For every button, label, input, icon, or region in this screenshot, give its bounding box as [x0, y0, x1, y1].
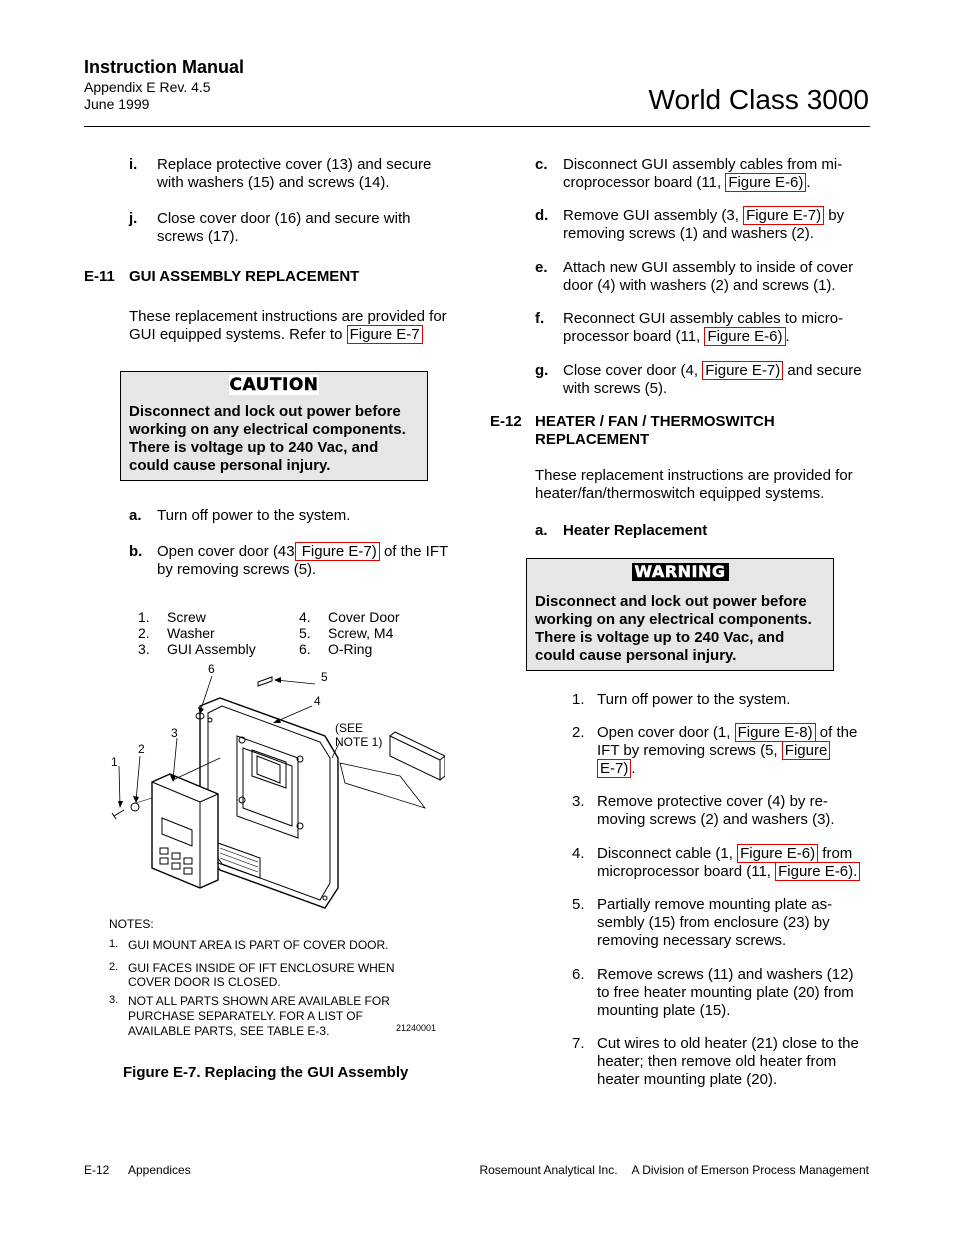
step-text: door (4) with washers (2) and screws (1).: [563, 277, 836, 294]
figure-link[interactable]: Figure E-7: [347, 325, 423, 344]
step-text: to free heater mounting plate (20) from: [597, 984, 854, 1001]
step-label: a.: [129, 507, 142, 524]
step-j: [129, 210, 469, 246]
part-number: 2.: [138, 625, 150, 641]
caution-text: Disconnect and lock out power before: [129, 403, 401, 420]
intro-line: These replacement instructions are provided for: [129, 308, 447, 325]
warning-text: could cause personal injury.: [535, 647, 737, 664]
manual-title: Instruction Manual: [84, 57, 245, 77]
step-i: [129, 156, 469, 192]
step-text: Turn off power to the system.: [597, 691, 791, 708]
step-text: Disconnect GUI assembly cables from mi-: [563, 156, 843, 173]
step-text: screws (17).: [157, 228, 239, 245]
figure-link[interactable]: Figure: [782, 741, 831, 760]
step-text: Partially remove mounting plate as-: [597, 896, 833, 913]
step-text: with washers (15) and screws (14).: [157, 174, 390, 191]
intro-paragraph: [535, 467, 880, 503]
step-label: g.: [535, 362, 549, 379]
step-number: 2.: [572, 724, 585, 741]
step-text: removing necessary screws.: [597, 932, 787, 949]
footer-section: Appendices: [128, 1163, 191, 1177]
step-number: 7.: [572, 1035, 585, 1052]
part-name: O-Ring: [328, 641, 373, 657]
subsection-title: Heater Replacement: [563, 522, 708, 539]
step-text: removing screws (1) and washers (2).: [563, 225, 814, 242]
note-number: 2.: [109, 961, 119, 973]
numbered-step-7: [572, 1035, 872, 1089]
part-name: Washer: [167, 625, 215, 641]
step-label: c.: [535, 156, 548, 173]
intro-line: heater/fan/thermoswitch equipped systems.: [535, 485, 825, 502]
note-number: 1.: [109, 938, 119, 950]
step-label: b.: [129, 543, 143, 560]
step-text: with screws (5).: [563, 380, 668, 397]
caution-text: There is voltage up to 240 Vac, and: [129, 439, 379, 456]
figure-link[interactable]: Figure E-6).: [775, 862, 860, 881]
gui-assembly-drawing: [100, 658, 445, 920]
intro-line: These replacement instructions are provided for: [535, 467, 853, 484]
footer-page-number: E-12: [84, 1163, 110, 1177]
step-text: moving screws (2) and washers (3).: [597, 811, 835, 828]
warning-box: [526, 558, 834, 671]
step-number: 3.: [572, 793, 585, 810]
callout-label: 1: [111, 755, 118, 769]
note-number: 3.: [109, 994, 119, 1006]
warning-heading: WARNING: [632, 563, 729, 581]
step-number: 5.: [572, 896, 585, 913]
section-number-e11: E-11: [84, 268, 115, 285]
parts-list: [138, 609, 438, 659]
figure-link[interactable]: Figure E-7): [295, 542, 380, 561]
section-title-e11: GUI ASSEMBLY REPLACEMENT: [129, 268, 360, 285]
step-text: mounting plate (15).: [597, 1002, 731, 1019]
step-text: Remove screws (11) and washers (12): [597, 966, 854, 983]
note-text: GUI MOUNT AREA IS PART OF COVER DOOR.: [128, 938, 389, 952]
header-rule: [84, 126, 870, 127]
step-label: i.: [129, 156, 138, 173]
step-text: sembly (15) from enclosure (23) by: [597, 914, 830, 931]
figure-link[interactable]: Figure E-6): [725, 173, 806, 192]
step-e: [535, 259, 875, 295]
caution-text: could cause personal injury.: [129, 457, 331, 474]
numbered-step-1: [572, 691, 872, 709]
numbered-step-6: [572, 966, 872, 1020]
step-number: 4.: [572, 845, 585, 862]
intro-line: GUI equipped systems. Refer to: [129, 326, 347, 343]
figure-link[interactable]: Figure E-7): [702, 361, 783, 380]
figure-link[interactable]: Figure E-8): [735, 723, 816, 742]
step-label: f.: [535, 310, 545, 327]
step-text: Attach new GUI assembly to inside of cover: [563, 259, 854, 276]
part-name: Cover Door: [328, 609, 400, 625]
part-number: 3.: [138, 641, 150, 657]
step-b: b. Open cover door (43 Figure E-7) of the IFT by removing screws (5).: [129, 543, 449, 578]
step-text: Reconnect GUI assembly cables to micro-: [563, 310, 844, 327]
figure-link[interactable]: Figure E-6): [704, 327, 785, 346]
numbered-step-2: 2. Open cover door (1, Figure E-8) of the IFT by removing screws (5, Figure E-7) .: [572, 724, 858, 777]
figure-caption: Figure E-7. Replacing the GUI Assembly: [123, 1064, 409, 1081]
footer-company: Rosemount Analytical Inc. A Division of Emerson Process Management: [479, 1163, 869, 1177]
caution-heading: CAUTION: [229, 375, 319, 395]
callout-label: 3: [171, 726, 178, 740]
part-name: GUI Assembly: [167, 641, 256, 657]
step-a: [129, 507, 469, 525]
warning-text: Disconnect and lock out power before: [535, 593, 807, 610]
figure-link[interactable]: Figure E-7): [743, 206, 824, 225]
step-number: 1.: [572, 691, 585, 708]
callout-label: 4: [314, 694, 321, 708]
step-text: heater mounting plate (20).: [597, 1071, 778, 1088]
see-note-label: (SEE NOTE 1): [335, 721, 383, 749]
step-number: 6.: [572, 966, 585, 983]
callout-label: 5: [321, 670, 328, 684]
figure-link[interactable]: E-7): [597, 759, 631, 778]
step-text: heater; then remove old heater from: [597, 1053, 837, 1070]
warning-text: There is voltage up to 240 Vac, and: [535, 629, 785, 646]
note-text: GUI FACES INSIDE OF IFT ENCLOSURE WHEN COVER DOOR IS CLOSED.: [128, 961, 395, 989]
warning-text: working on any electrical components.: [535, 611, 812, 628]
step-d: d. Remove GUI assembly (3, Figure E-7) by removing screws (1) and washers (2).: [535, 207, 845, 242]
numbered-step-3: [572, 793, 872, 829]
callout-label: 2: [138, 742, 145, 756]
part-name: Screw: [167, 609, 206, 625]
note-text: NOT ALL PARTS SHOWN ARE AVAILABLE FOR PURCHASE SEPARATELY. FOR A LIST OF AVAILABLE PARTS, SEE TABLE E-3.: [128, 994, 390, 1038]
caution-text: working on any electrical components.: [129, 421, 406, 438]
step-text: Cut wires to old heater (21) close to the: [597, 1035, 859, 1052]
drawing-number: 21240001: [396, 1023, 437, 1033]
step-text: Turn off power to the system.: [157, 507, 351, 524]
numbered-step-5: [572, 896, 872, 950]
step-label: j.: [129, 210, 138, 227]
subsection-label: a.: [535, 522, 548, 539]
section-title-e12: HEATER / FAN / THERMOSWITCH REPLACEMENT: [535, 413, 775, 448]
callout-label: 6: [208, 662, 215, 676]
product-title: World Class 3000: [648, 84, 869, 115]
figure-link[interactable]: Figure E-6): [737, 844, 818, 863]
publication-date: June 1999: [84, 96, 150, 112]
step-text: Remove protective cover (4) by re-: [597, 793, 828, 810]
notes-label: NOTES:: [109, 917, 154, 931]
appendix-revision: Appendix E Rev. 4.5: [84, 79, 211, 95]
step-text: Close cover door (16) and secure with: [157, 210, 411, 227]
intro-paragraph: [129, 308, 469, 344]
step-label: e.: [535, 259, 548, 276]
section-number-e12: E-12: [490, 413, 522, 430]
step-text: by removing screws (5).: [157, 561, 317, 578]
part-number: 5.: [299, 625, 311, 641]
step-f: f. Reconnect GUI assembly cables to micro- processor board (11, Figure E-6) .: [535, 310, 844, 345]
step-text: Replace protective cover (13) and secure: [157, 156, 432, 173]
step-c: c. Disconnect GUI assembly cables from mi- croprocessor board (11, Figure E-6) .: [535, 156, 843, 191]
part-number: 4.: [299, 609, 311, 625]
caution-box: [120, 371, 428, 481]
step-g: g. Close cover door (4, Figure E-7) and secure with screws (5).: [535, 362, 862, 397]
numbered-step-4: 4. Disconnect cable (1, Figure E-6) from microprocessor board (11, Figure E-6).: [572, 845, 872, 881]
step-label: d.: [535, 207, 549, 224]
part-name: Screw, M4: [328, 625, 394, 641]
part-number: 6.: [299, 641, 311, 657]
part-number: 1.: [138, 609, 150, 625]
